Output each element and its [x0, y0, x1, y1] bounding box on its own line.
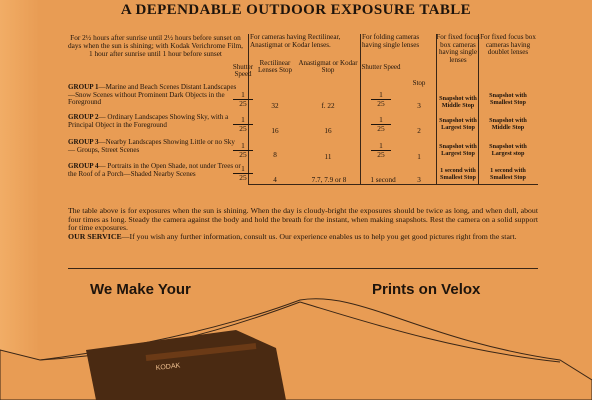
rect-stop-cell: 8 — [273, 151, 277, 159]
header-fixed-single: For fixed focus box cameras having single lenses — [436, 33, 480, 64]
fold-speed-fraction: $\frac{1}{25}$ — [371, 116, 391, 133]
single-lens-cell: 1 second with Smallest Stop — [440, 167, 476, 181]
header-fold-shutter-speed: Shutter Speed — [361, 63, 401, 71]
single-lens-cell: Snapshot with Middle Stop — [439, 95, 477, 109]
fold-time-cell: 1 second — [370, 176, 396, 184]
single-lens-cell: Snapshot with Largest Stop — [439, 143, 477, 157]
group-name: GROUP 3 — [68, 138, 99, 146]
group-name: GROUP 2 — [68, 113, 99, 121]
header-shutter-speed: Shutter Speed — [232, 63, 254, 79]
fold-stop-cell: 1 — [417, 153, 421, 161]
header-anastigmat-stop: Anastigmat or Kodar Stop — [298, 59, 358, 75]
group-row-2 — [68, 114, 243, 129]
service-text: —If you wish any further information, consult us. Our experience enables us to help you get good pictures right from the start. — [121, 231, 517, 241]
anast-stop-cell: f. 22 — [321, 102, 335, 110]
page-title: A DEPENDABLE OUTDOOR EXPOSURE TABLE — [120, 2, 472, 18]
header-rect-lens-stop: Rectilinear Lenses Stop — [257, 59, 293, 75]
group-desc: —Nearby Landscapes Showing Little or no Sky — Groups, Street Scenes — [68, 138, 235, 154]
group-desc: — Portraits in the Open Shade, not under Trees or the Roof of a Porch—Shaded Nearby Scenes — [68, 162, 241, 178]
fold-stop-cell: 3 — [417, 176, 421, 184]
group-row-3 — [68, 139, 243, 154]
slogan-left: We Make Your — [90, 281, 191, 298]
anast-stop-cell: 16 — [324, 127, 332, 135]
section-divider — [68, 268, 538, 269]
group-row-4 — [68, 163, 243, 178]
intro-text: For 2½ hours after sunrise until 2½ hours before sunset on days when the sun is shining; with Kodak Verichrome Film, 1 hour after sunrise until 1 hour before sunset — [68, 33, 243, 58]
instructions-paragraph — [68, 207, 538, 241]
header-folding: For folding cameras having single lenses — [362, 33, 420, 49]
rect-stop-cell: 4 — [273, 176, 277, 184]
rect-stop-cell: 16 — [271, 127, 279, 135]
single-lens-cell: Snapshot with Largest Stop — [439, 117, 477, 131]
speed-fraction: $\frac{1}{25}$ — [233, 165, 253, 182]
doublet-lens-cell: Snapshot with Largest stop — [489, 143, 527, 157]
slogan-right: Prints on Velox — [372, 281, 481, 298]
film-negative — [86, 330, 286, 400]
group-row-1 — [68, 84, 243, 107]
group-desc: — Ordinary Landscapes Showing Sky, with a Principal Object in the Foreground — [68, 113, 229, 129]
fold-stop-cell: 3 — [417, 102, 421, 110]
anast-stop-cell: 11 — [324, 153, 332, 161]
divider-left — [248, 34, 249, 184]
service-label: OUR SERVICE — [68, 231, 122, 241]
divider-mid — [360, 34, 361, 184]
doublet-lens-cell: Snapshot with Middle Stop — [489, 117, 527, 131]
group-name: GROUP 1 — [68, 83, 99, 91]
doublet-lens-cell: 1 second with Smallest Stop — [490, 167, 526, 181]
header-fold-stop: Stop — [412, 79, 426, 87]
rect-stop-cell: 32 — [271, 102, 279, 110]
group-desc: —Marine and Beach Scenes Distant Landscapes—Snow Scenes without Prominent Dark Objects in the Foreground — [68, 83, 237, 107]
group-name: GROUP 4 — [68, 162, 99, 170]
speed-fraction: $\frac{1}{25}$ — [233, 91, 253, 108]
fold-stop-cell: 2 — [417, 127, 421, 135]
speed-fraction: $\frac{1}{25}$ — [233, 142, 253, 159]
header-fixed-doublet: For fixed focus box cameras having doublet lenses — [480, 33, 536, 56]
sunshine-note: The table above is for exposures when the sun is shining. When the day is cloudy-bright the exposures should be twice as long, and when dull, about four times as long. Steady the camera against the body and hold the breath for the instant, when making snapshots. Rest the camera on a solid support for time exposures. — [68, 206, 538, 233]
film-kodak-text: KODAK — [155, 362, 181, 372]
fold-speed-fraction: $\frac{1}{25}$ — [371, 142, 391, 159]
fold-speed-fraction: $\frac{1}{25}$ — [371, 91, 391, 108]
anast-stop-cell: 7.7, 7.9 or 8 — [311, 176, 347, 184]
exposure-table — [68, 34, 538, 189]
header-rectilinear: For cameras having Rectilinear, Anastigmat or Kodar lenses. — [250, 33, 341, 49]
speed-fraction: $\frac{1}{25}$ — [233, 116, 253, 133]
doublet-lens-cell: Snapshot with Smallest Stop — [489, 92, 527, 106]
